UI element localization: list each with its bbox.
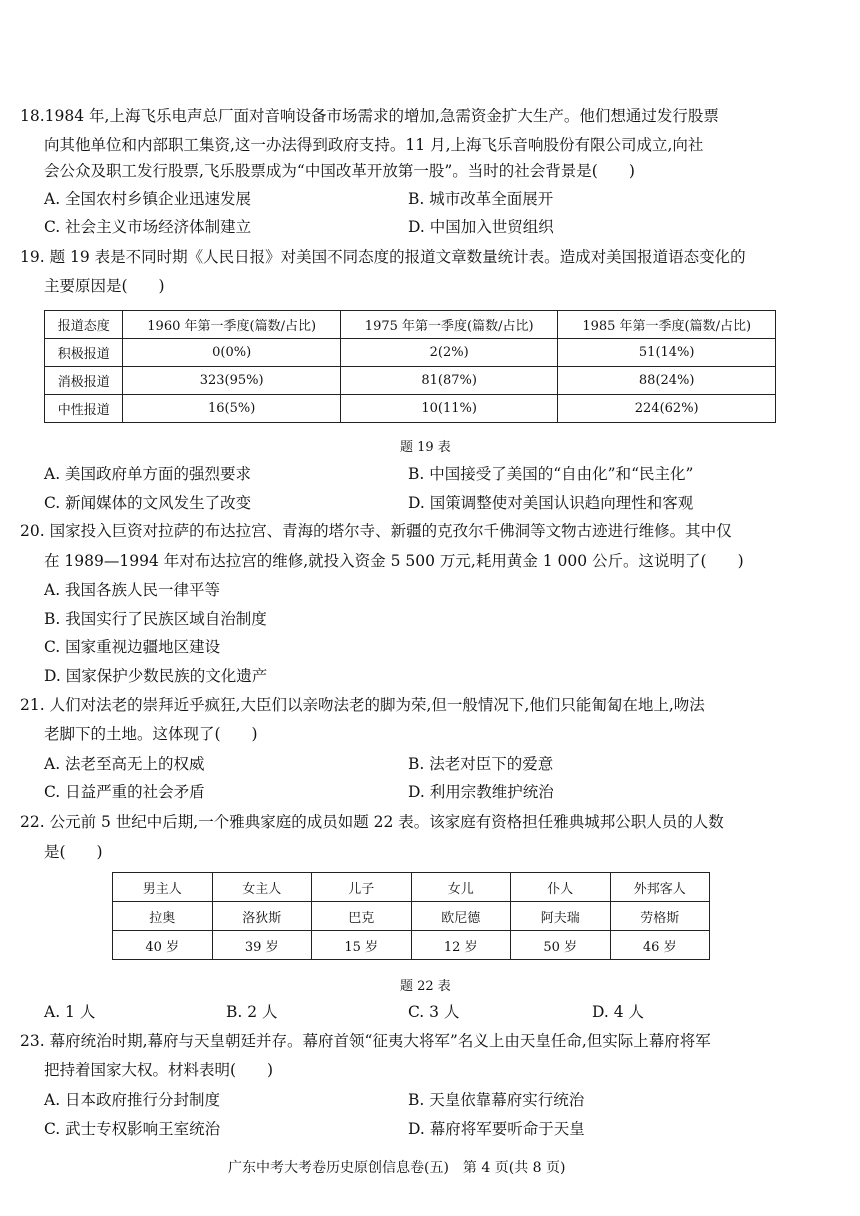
q22-table-row (113, 873, 710, 902)
q22-table-cell: 46 岁 (610, 931, 710, 960)
q19-table-header (45, 311, 776, 339)
q22-option-d[interactable]: D. 4 人 (592, 1003, 645, 1021)
q22-option-c[interactable]: C. 3 人 (408, 1003, 460, 1021)
q23-stem-line1: 23. 幕府统治时期,幕府与天皇朝廷并存。幕府首领“征夷大将军”名义上由天皇任命,但实际上幕府将军 (20, 1032, 711, 1050)
q19-option-c[interactable]: C. 新闻媒体的文风发生了改变 (44, 494, 252, 512)
q19-table-cell: 0(0%) (123, 339, 341, 367)
q19-table-header-cell: 1960 年第一季度(篇数/占比) (123, 311, 341, 339)
q23-stem-line2: 把持着国家大权。材料表明( ) (44, 1061, 274, 1079)
q19-table-cell: 224(62%) (558, 395, 776, 423)
q19-table-cell: 2(2%) (340, 339, 557, 367)
q22-table-cell: 仆人 (511, 873, 611, 902)
q19-table-row (45, 395, 776, 423)
q18-option-d[interactable]: D. 中国加入世贸组织 (408, 218, 554, 236)
q22-table-cell: 15 岁 (312, 931, 412, 960)
q19-stem-line2: 主要原因是( ) (44, 277, 165, 295)
q21-option-a[interactable]: A. 法老至高无上的权威 (44, 755, 205, 773)
q19-table-cell: 81(87%) (340, 367, 557, 395)
q23-option-d[interactable]: D. 幕府将军要听命于天皇 (408, 1120, 585, 1138)
q22-table-cell: 女主人 (212, 873, 312, 902)
q19-table-cell: 323(95%) (123, 367, 341, 395)
page-footer: 广东中考大考卷历史原创信息卷(五) 第 4 页(共 8 页) (228, 1160, 566, 1176)
q18-option-a[interactable]: A. 全国农村乡镇企业迅速发展 (44, 190, 252, 208)
q18-option-b[interactable]: B. 城市改革全面展开 (408, 190, 554, 208)
q19-option-b[interactable]: B. 中国接受了美国的“自由化”和“民主化” (408, 465, 694, 483)
q22-table-cell: 巴克 (312, 902, 412, 931)
q23-option-a[interactable]: A. 日本政府推行分封制度 (44, 1091, 221, 1109)
q20-option-b[interactable]: B. 我国实行了民族区域自治制度 (44, 610, 267, 628)
q22-table-caption: 题 22 表 (400, 979, 451, 994)
q19-option-a[interactable]: A. 美国政府单方面的强烈要求 (44, 465, 252, 483)
q22-stem-line2: 是( ) (44, 843, 103, 861)
q18-stem-line3: 会公众及职工发行股票,飞乐股票成为“中国改革开放第一股”。当时的社会背景是( ) (44, 162, 635, 180)
q22-option-b[interactable]: B. 2 人 (226, 1003, 278, 1021)
q19-table-cell: 中性报道 (45, 395, 123, 423)
q21-stem-line1: 21. 人们对法老的崇拜近乎疯狂,大臣们以亲吻法老的脚为荣,但一般情况下,他们只能匍匐在地上,吻法 (20, 696, 705, 714)
q22-table-cell: 洛狄斯 (212, 902, 312, 931)
q21-option-c[interactable]: C. 日益严重的社会矛盾 (44, 783, 205, 801)
q18-option-c[interactable]: C. 社会主义市场经济体制建立 (44, 218, 252, 236)
q19-table-header-cell: 1985 年第一季度(篇数/占比) (558, 311, 776, 339)
q22-table-cell: 女儿 (411, 873, 511, 902)
q22-table-cell: 男主人 (113, 873, 213, 902)
q23-option-b[interactable]: B. 天皇依靠幕府实行统治 (408, 1091, 585, 1109)
q19-option-d[interactable]: D. 国策调整使对美国认识趋向理性和客观 (408, 494, 694, 512)
q22-table-cell: 40 岁 (113, 931, 213, 960)
q21-option-d[interactable]: D. 利用宗教维护统治 (408, 783, 554, 801)
q22-table-cell: 50 岁 (511, 931, 611, 960)
q21-option-b[interactable]: B. 法老对臣下的爱意 (408, 755, 554, 773)
q22-table-cell: 劳格斯 (610, 902, 710, 931)
q22-table-cell: 39 岁 (212, 931, 312, 960)
q22-table-cell: 阿夫瑞 (511, 902, 611, 931)
q22-table-cell: 外邦客人 (610, 873, 710, 902)
q19-table-caption: 题 19 表 (400, 440, 451, 455)
q22-table-cell: 拉奥 (113, 902, 213, 931)
q19-table-cell: 16(5%) (123, 395, 341, 423)
q19-stem-line1: 19. 题 19 表是不同时期《人民日报》对美国不同态度的报道文章数量统计表。造成对美国报道语态变化的 (20, 248, 746, 266)
q22-stem-line1: 22. 公元前 5 世纪中后期,一个雅典家庭的成员如题 22 表。该家庭有资格担任雅典城邦公职人员的人数 (20, 813, 724, 831)
q19-table-cell: 10(11%) (340, 395, 557, 423)
q20-option-c[interactable]: C. 国家重视边疆地区建设 (44, 638, 221, 656)
q19-table-header-cell: 1975 年第一季度(篇数/占比) (340, 311, 557, 339)
q19-table-cell: 积极报道 (45, 339, 123, 367)
q19-table-cell: 51(14%) (558, 339, 776, 367)
q22-table-row (113, 902, 710, 931)
q18-stem-line1: 18.1984 年,上海飞乐电声总厂面对音响设备市场需求的增加,急需资金扩大生产。他们想通过发行股票 (20, 107, 719, 125)
q22-option-a[interactable]: A. 1 人 (44, 1003, 96, 1021)
q20-stem-line2: 在 1989—1994 年对布达拉宫的维修,就投入资金 5 500 万元,耗用黄金 1 000 公斤。这说明了( ) (44, 552, 744, 570)
q20-option-d[interactable]: D. 国家保护少数民族的文化遗产 (44, 667, 268, 685)
q19-table (44, 310, 776, 423)
q19-table-row (45, 339, 776, 367)
q19-table-header-cell: 报道态度 (45, 311, 123, 339)
q20-option-a[interactable]: A. 我国各族人民一律平等 (44, 581, 221, 599)
q21-stem-line2: 老脚下的土地。这体现了( ) (44, 725, 258, 743)
q22-table (112, 872, 710, 960)
q22-table-cell: 欧尼德 (411, 902, 511, 931)
q22-table-cell: 12 岁 (411, 931, 511, 960)
q20-stem-line1: 20. 国家投入巨资对拉萨的布达拉宫、青海的塔尔寺、新疆的克孜尔千佛洞等文物古迹进行维修。其中仅 (20, 522, 732, 540)
q19-table-cell: 消极报道 (45, 367, 123, 395)
q19-table-cell: 88(24%) (558, 367, 776, 395)
q23-option-c[interactable]: C. 武士专权影响王室统治 (44, 1120, 221, 1138)
q18-stem-line2: 向其他单位和内部职工集资,这一办法得到政府支持。11 月,上海飞乐音响股份有限公司成立,向社 (44, 136, 704, 154)
q22-table-row (113, 931, 710, 960)
q22-table-cell: 儿子 (312, 873, 412, 902)
q19-table-row (45, 367, 776, 395)
